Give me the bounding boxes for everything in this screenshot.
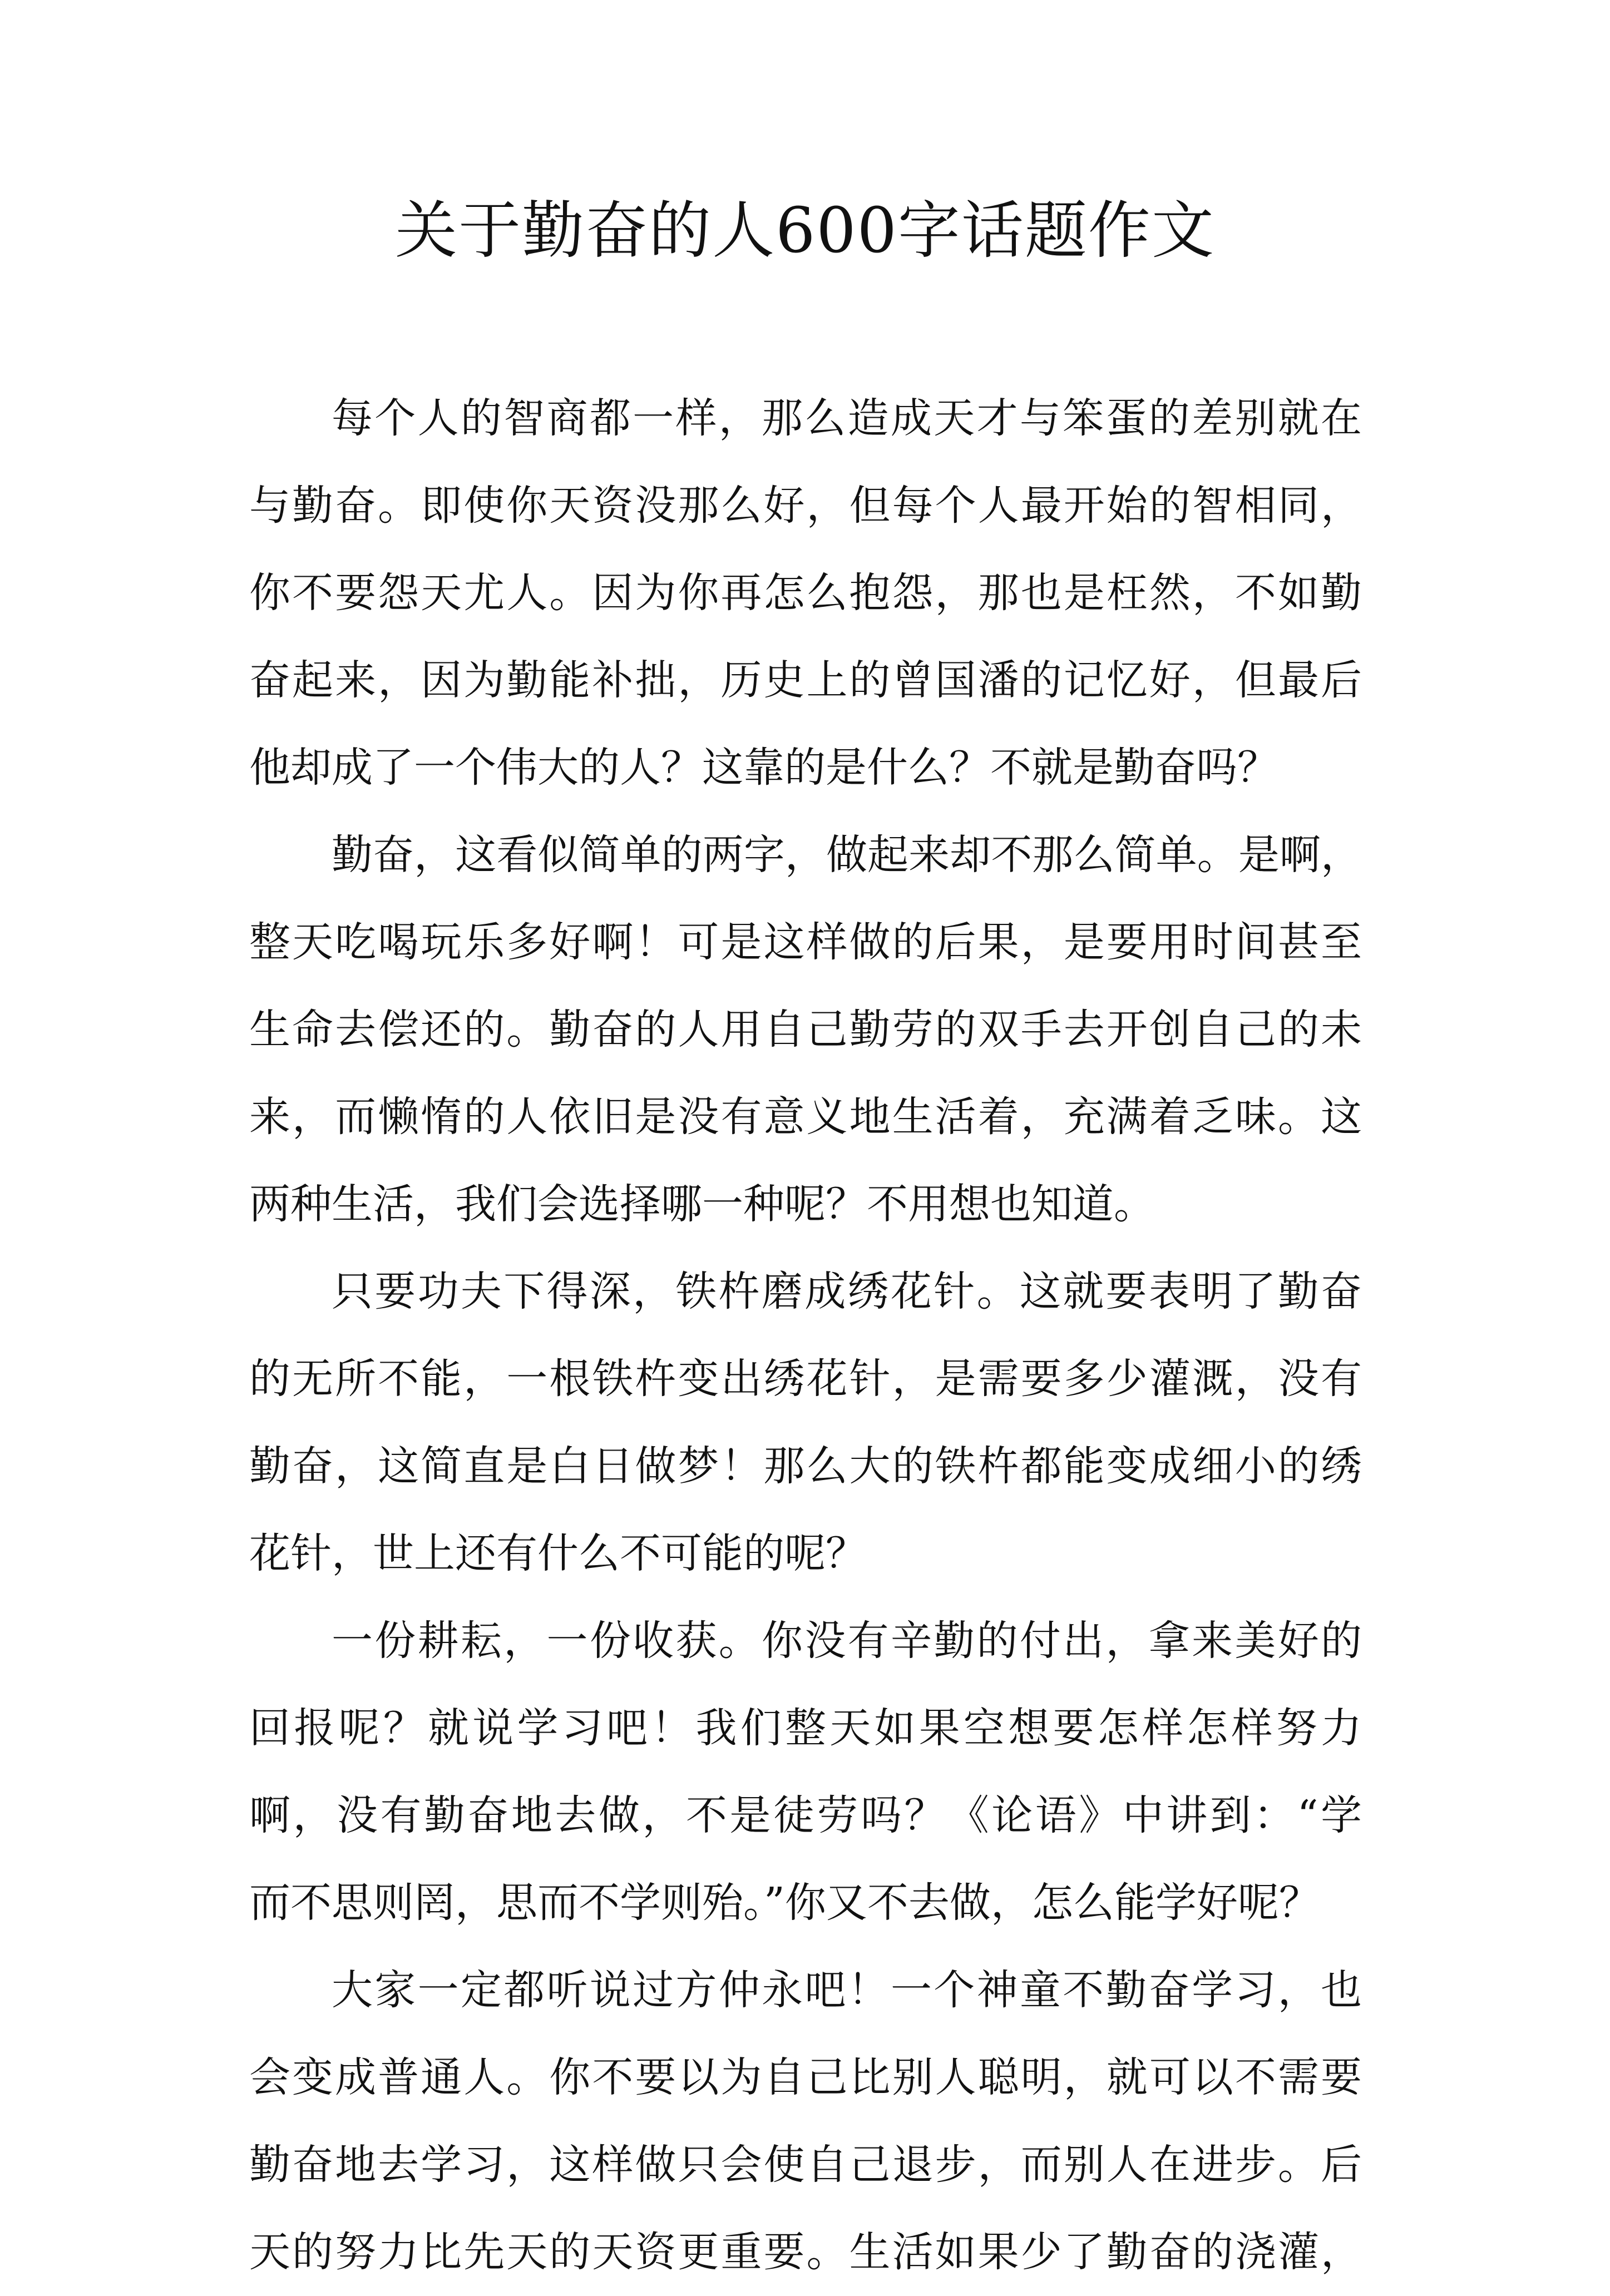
paragraph-line: 而不思则罔，思而不学则殆。”你又不去做，怎么能学好呢？ — [249, 1879, 1320, 1927]
paragraph-line: 来，而懒惰的人依旧是没有意义地生活着，充满着乏味。这 — [249, 1093, 1362, 1141]
paragraph — [249, 1947, 1362, 2296]
paragraph-line: 生命去偿还的。勤奋的人用自己勤劳的双手去开创自己的未 — [249, 1006, 1362, 1053]
paragraph-line: 勤奋，这看似简单的两字，做起来却不那么简单。是啊， — [332, 831, 1362, 879]
paragraph-line: 一份耕耘，一份收获。你没有辛勤的付出，拿来美好的 — [332, 1617, 1362, 1665]
paragraph-line: 你不要怨天尤人。因为你再怎么抱怨，那也是枉然，不如勤 — [249, 569, 1362, 617]
paragraph-line: 花针，世上还有什么不可能的呢？ — [249, 1530, 867, 1577]
paragraph-line: 勤奋地去学习，这样做只会使自己退步，而别人在进步。后 — [249, 2141, 1362, 2189]
page-title: 关于勤奋的人600字话题作文 — [395, 195, 1215, 267]
paragraph-line: 啊，没有勤奋地去做，不是徒劳吗？《论语》中讲到：“学 — [249, 1792, 1362, 1839]
paragraph-line: 会变成普通人。你不要以为自己比别人聪明，就可以不需要 — [249, 2053, 1362, 2101]
paragraph-line: 奋起来，因为勤能补拙，历史上的曾国潘的记忆好，但最后 — [249, 656, 1362, 704]
paragraph-line: 与勤奋。即使你天资没那么好，但每个人最开始的智相同， — [249, 482, 1362, 530]
paragraph-line: 回报呢？就说学习吧！我们整天如果空想要怎样怎样努力 — [249, 1704, 1362, 1752]
paragraph-line: 整天吃喝玩乐多好啊！可是这样做的后果，是要用时间甚至 — [249, 918, 1362, 966]
essay-body — [249, 375, 1362, 2296]
paragraph — [249, 375, 1362, 811]
paragraph-line: 两种生活，我们会选择哪一种呢？不用想也知道。 — [249, 1180, 1155, 1228]
paragraph-line: 天的努力比先天的天资更重要。生活如果少了勤奋的浇灌， — [249, 2228, 1362, 2276]
paragraph — [249, 1248, 1362, 1597]
paragraph-line: 他却成了一个伟大的人？这靠的是什么？不就是勤奋吗？ — [249, 744, 1278, 791]
paragraph — [249, 1597, 1362, 1947]
paragraph-line: 只要功夫下得深，铁杵磨成绣花针。这就要表明了勤奋 — [332, 1268, 1362, 1315]
paragraph-line: 的无所不能，一根铁杵变出绣花针，是需要多少灌溉，没有 — [249, 1355, 1362, 1403]
paragraph-line: 勤奋，这简直是白日做梦！那么大的铁杵都能变成细小的绣 — [249, 1442, 1362, 1490]
paragraph-line: 大家一定都听说过方仲永吧！一个神童不勤奋学习，也 — [332, 1966, 1362, 2014]
paragraph — [249, 811, 1362, 1248]
paragraph-line: 每个人的智商都一样，那么造成天才与笨蛋的差别就在 — [332, 394, 1362, 442]
